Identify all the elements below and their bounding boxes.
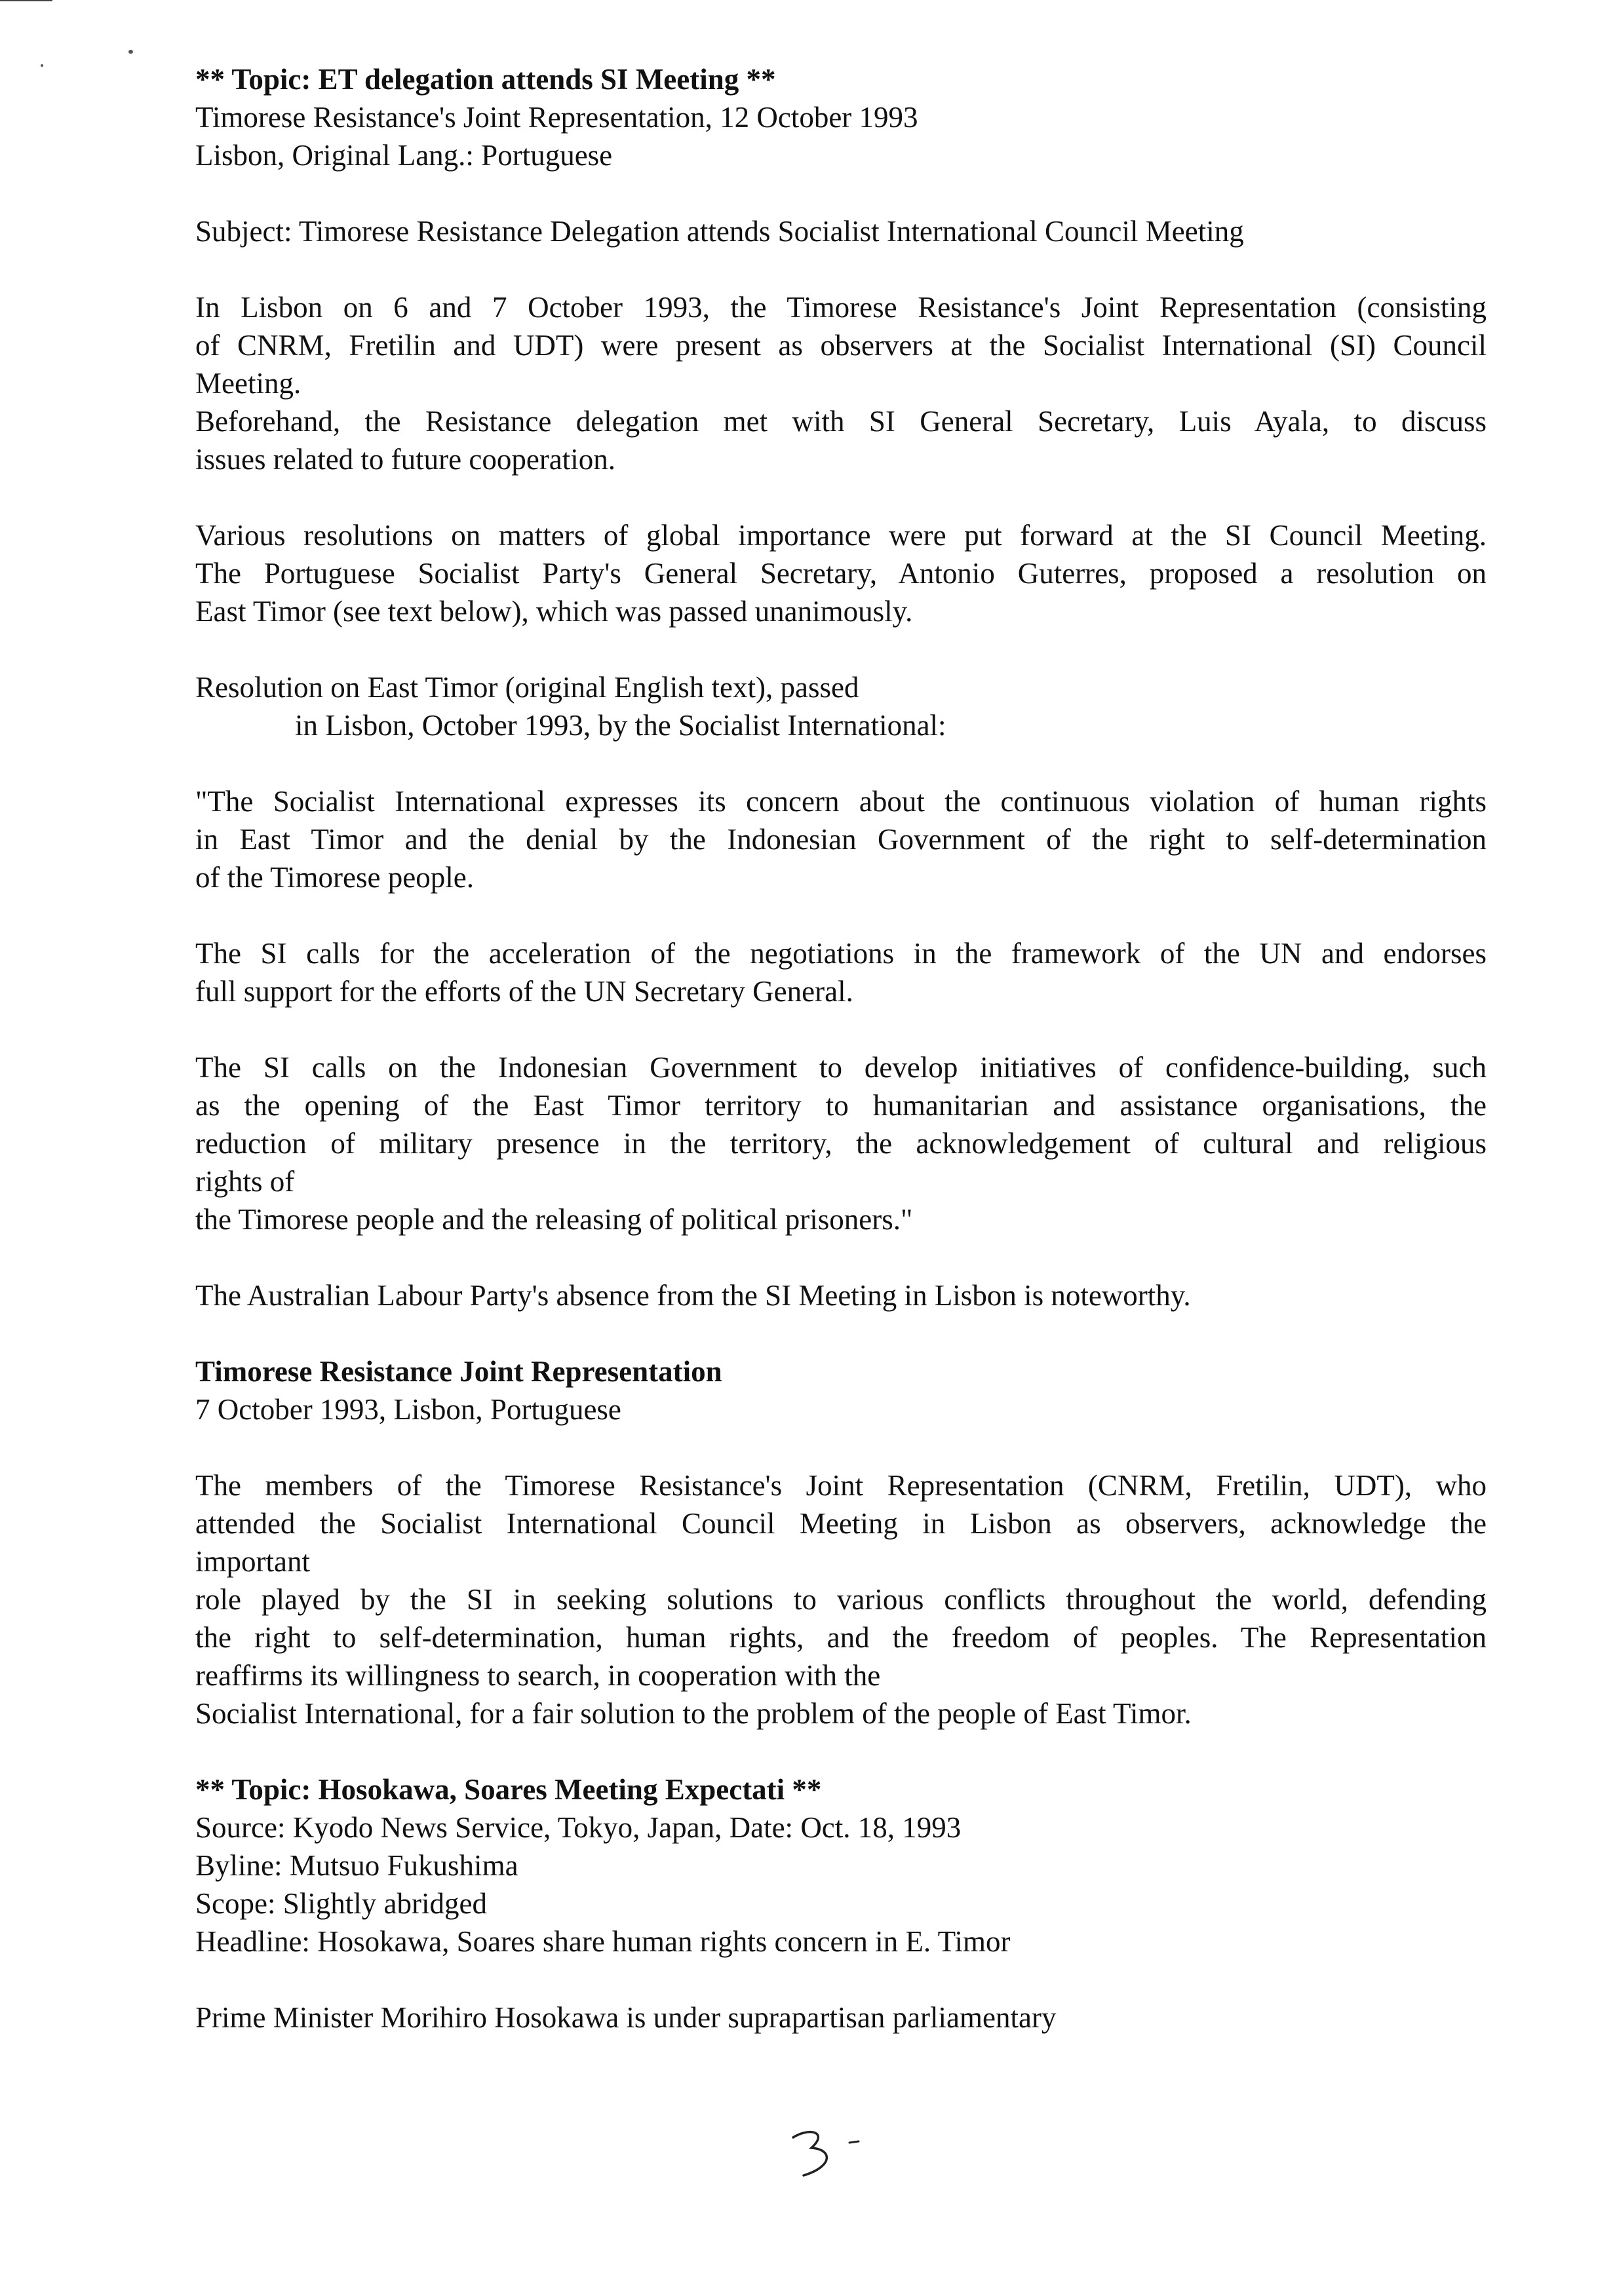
resolution-paragraph bbox=[195, 1048, 1487, 1238]
paragraph bbox=[195, 1466, 1487, 1732]
text-line: of CNRM, Fretilin and UDT) were present as observers at the Socialist International (SI) Council bbox=[195, 329, 1487, 362]
text-line: role played by the SI in seeking solutions to various conflicts throughout the world, defending bbox=[195, 1583, 1487, 1616]
text-line: In Lisbon on 6 and 7 October 1993, the Timorese Resistance's Joint Representation (consisting bbox=[195, 291, 1487, 324]
text-line: attended the Socialist International Council Meeting in Lisbon as observers, acknowledge the bbox=[195, 1507, 1487, 1540]
scan-speck bbox=[41, 64, 43, 67]
paragraph bbox=[195, 1999, 1487, 2037]
resolution-paragraph bbox=[195, 782, 1487, 896]
paragraph bbox=[195, 516, 1487, 630]
article-header bbox=[195, 1352, 1487, 1428]
text-line: "The Socialist International expresses its concern about the continuous violation of human rights bbox=[195, 785, 1487, 818]
byline: Byline: Mutsuo Fukushima bbox=[195, 1849, 518, 1882]
text-line: Prime Minister Morihiro Hosokawa is under suprapartisan parliamentary bbox=[195, 2001, 1057, 2034]
document-page bbox=[195, 60, 1487, 2075]
text-line: The SI calls for the acceleration of the negotiations in the framework of the UN and endorses bbox=[195, 937, 1487, 970]
resolution-intro bbox=[195, 668, 1487, 744]
closing-paragraph bbox=[195, 1276, 1487, 1314]
text-line: The Australian Labour Party's absence from the SI Meeting in Lisbon is noteworthy. bbox=[195, 1279, 1191, 1312]
text-line: reduction of military presence in the territory, the acknowledgement of cultural and religious bbox=[195, 1127, 1487, 1160]
text-line: issues related to future cooperation. bbox=[195, 443, 616, 476]
text-line: The Portuguese Socialist Party's General Secretary, Antonio Guterres, proposed a resolution on bbox=[195, 557, 1487, 590]
text-line: important bbox=[195, 1545, 310, 1578]
text-line: of the Timorese people. bbox=[195, 861, 474, 894]
text-line: Beforehand, the Resistance delegation met with SI General Secretary, Luis Ayala, to discuss bbox=[195, 405, 1487, 438]
source-line: Source: Kyodo News Service, Tokyo, Japan, Date: Oct. 18, 1993 bbox=[195, 1811, 962, 1844]
subject-line: Subject: Timorese Resistance Delegation attends Socialist International Council Meeting bbox=[195, 215, 1244, 248]
text-line: The members of the Timorese Resistance's Joint Representation (CNRM, Fretilin, UDT), who bbox=[195, 1469, 1487, 1502]
text-line: the right to self-determination, human rights, and the freedom of peoples. The Representation bbox=[195, 1621, 1487, 1654]
scan-edge-line bbox=[0, 0, 52, 1]
text-line: Meeting. bbox=[195, 367, 302, 400]
topic-heading: ** Topic: ET delegation attends SI Meeting ** bbox=[195, 63, 776, 96]
scan-speck bbox=[128, 50, 133, 54]
text-line: The SI calls on the Indonesian Government to develop initiatives of confidence-building, such bbox=[195, 1051, 1487, 1084]
resolution-paragraph bbox=[195, 934, 1487, 1010]
text-line: in East Timor and the denial by the Indonesian Government of the right to self-determination bbox=[195, 823, 1487, 856]
dateline: 7 October 1993, Lisbon, Portuguese bbox=[195, 1393, 621, 1426]
text-line: the Timorese people and the releasing of political prisoners." bbox=[195, 1203, 913, 1236]
article-header bbox=[195, 1770, 1487, 1961]
text-line: Various resolutions on matters of global importance were put forward at the SI Council Meeting. bbox=[195, 519, 1487, 552]
paragraph bbox=[195, 288, 1487, 478]
text-line: as the opening of the East Timor territory to humanitarian and assistance organisations, the bbox=[195, 1089, 1487, 1122]
section-heading: Timorese Resistance Joint Representation bbox=[195, 1355, 722, 1388]
source-line: Timorese Resistance's Joint Representation, 12 October 1993 bbox=[195, 101, 918, 134]
subject-paragraph bbox=[195, 212, 1487, 250]
topic-heading: ** Topic: Hosokawa, Soares Meeting Expectati ** bbox=[195, 1773, 822, 1806]
handwritten-page-number bbox=[785, 2123, 884, 2182]
text-line: East Timor (see text below), which was passed unanimously. bbox=[195, 595, 913, 628]
place-line: Lisbon, Original Lang.: Portuguese bbox=[195, 139, 613, 172]
headline: Headline: Hosokawa, Soares share human rights concern in E. Timor bbox=[195, 1925, 1011, 1958]
scope-line: Scope: Slightly abridged bbox=[195, 1887, 487, 1920]
text-line: full support for the efforts of the UN Secretary General. bbox=[195, 975, 853, 1008]
text-line: Resolution on East Timor (original English text), passed bbox=[195, 671, 859, 704]
text-line: in Lisbon, October 1993, by the Socialist International: bbox=[295, 709, 946, 742]
text-line: reaffirms its willingness to search, in cooperation with the bbox=[195, 1659, 881, 1692]
text-line: rights of bbox=[195, 1165, 295, 1198]
article-header bbox=[195, 60, 1487, 174]
text-line: Socialist International, for a fair solution to the problem of the people of East Timor. bbox=[195, 1697, 1192, 1730]
